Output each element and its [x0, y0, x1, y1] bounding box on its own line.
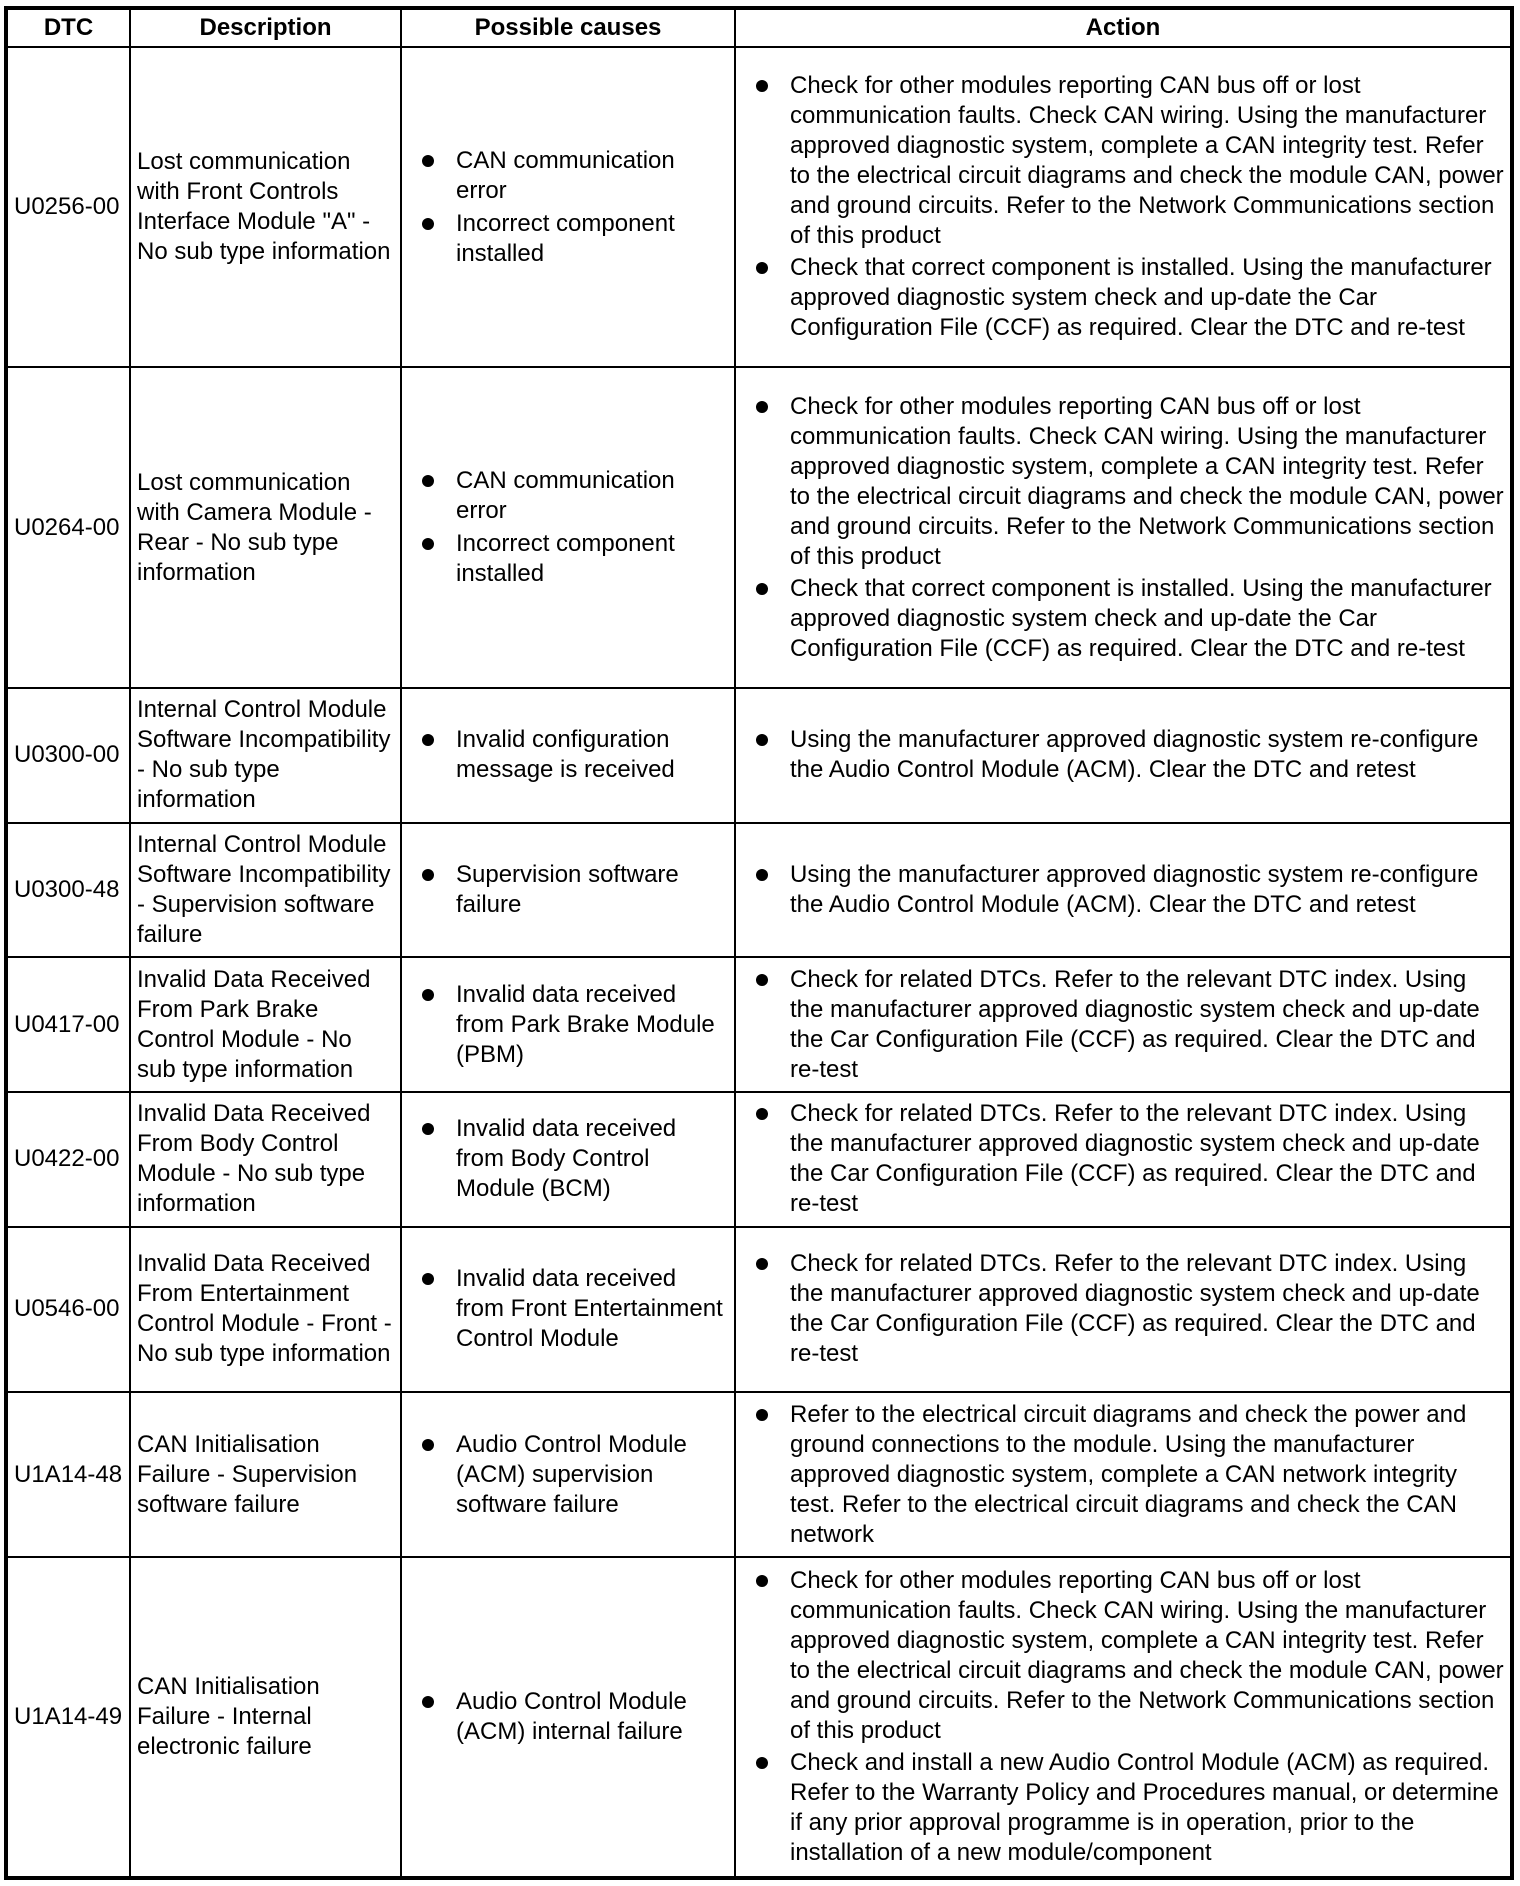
header-possible-causes: Possible causes [401, 8, 735, 47]
dtc-code: U0546-00 [6, 1227, 130, 1392]
dtc-code: U0417-00 [6, 957, 130, 1092]
bullet-icon [756, 1258, 768, 1270]
action-text: Check and install a new Audio Control Module (ACM) as required. Refer to the Warranty Policy and Procedures manual, or determine if any prior approval programme is in operation, prior to the installation of a new module/component [790, 1749, 1499, 1867]
dtc-code: U0300-00 [6, 688, 130, 823]
bullet-icon [422, 989, 434, 1001]
cause-text: CAN communication error [456, 146, 675, 204]
table-row [6, 1392, 1512, 1557]
bullet-icon [422, 869, 434, 881]
possible-causes-cell [401, 823, 735, 958]
cause-text: Invalid configuration message is received [456, 726, 675, 784]
dtc-description: Internal Control Module Software Incompatibility - Supervision software failure [130, 823, 401, 958]
dtc-code: U1A14-48 [6, 1392, 130, 1557]
possible-causes-cell [401, 1092, 735, 1227]
cause-text: Audio Control Module (ACM) supervision software failure [456, 1430, 687, 1518]
dtc-description: Invalid Data Received From Body Control Module - No sub type information [130, 1092, 401, 1227]
dtc-description: Lost communication with Front Controls Interface Module "A" - No sub type information [130, 47, 401, 367]
cause-item [408, 1114, 728, 1204]
action-cell [735, 1092, 1512, 1227]
action-text: Check that correct component is installed. Using the manufacturer approved diagnostic system check and up-date the Car Configuration File (CCF) as required. Clear the DTC and re-test [790, 254, 1492, 342]
actions-list [742, 725, 1504, 785]
action-item [742, 1099, 1504, 1219]
possible-causes-cell [401, 957, 735, 1092]
bullet-icon [422, 538, 434, 550]
actions-list [742, 392, 1504, 664]
action-cell [735, 957, 1512, 1092]
dtc-description: Internal Control Module Software Incompatibility - No sub type information [130, 688, 401, 823]
cause-item [408, 466, 728, 526]
cause-item [408, 209, 728, 269]
action-text: Using the manufacturer approved diagnostic system re-configure the Audio Control Module (ACM). Clear the DTC and retest [790, 726, 1479, 784]
actions-list [742, 860, 1504, 920]
action-cell [735, 47, 1512, 367]
actions-list [742, 1566, 1504, 1868]
bullet-icon [422, 1273, 434, 1285]
action-text: Refer to the electrical circuit diagrams and check the power and ground connections to the module. Using the manufacturer approved diagnostic system, complete a CAN network integrity test. Refer to the electrical circuit diagrams and check the CAN network [790, 1400, 1467, 1548]
action-cell [735, 1227, 1512, 1392]
bullet-icon [756, 974, 768, 986]
bullet-icon [756, 80, 768, 92]
cause-item [408, 146, 728, 206]
dtc-description: Lost communication with Camera Module - Rear - No sub type information [130, 367, 401, 687]
table-row [6, 1092, 1512, 1227]
cause-item [408, 529, 728, 589]
bullet-icon [422, 155, 434, 167]
action-item [742, 965, 1504, 1085]
cause-text: Audio Control Module (ACM) internal failure [456, 1688, 687, 1746]
action-text: Check for other modules reporting CAN bus off or lost communication faults. Check CAN wiring. Using the manufacturer approved diagnostic system, complete a CAN integrity test. Refer to the electrical circuit diagrams and check the module CAN, power and ground circuits. Refer to the Network Communications section of this product [790, 72, 1504, 250]
possible-causes-cell [401, 367, 735, 687]
bullet-icon [756, 401, 768, 413]
cause-item [408, 1264, 728, 1354]
table-row [6, 1557, 1512, 1878]
cause-text: Supervision software failure [456, 861, 679, 919]
cause-text: Invalid data received from Body Control Module (BCM) [456, 1115, 677, 1203]
dtc-code: U0422-00 [6, 1092, 130, 1227]
dtc-description: CAN Initialisation Failure - Internal electronic failure [130, 1557, 401, 1878]
header-action: Action [735, 8, 1512, 47]
dtc-code: U0264-00 [6, 367, 130, 687]
action-text: Using the manufacturer approved diagnostic system re-configure the Audio Control Module (ACM). Clear the DTC and retest [790, 861, 1479, 919]
action-item [742, 725, 1504, 785]
dtc-description: CAN Initialisation Failure - Supervision software failure [130, 1392, 401, 1557]
possible-causes-cell [401, 1392, 735, 1557]
causes-list [408, 1430, 728, 1520]
action-item [742, 860, 1504, 920]
dtc-description: Invalid Data Received From Park Brake Control Module - No sub type information [130, 957, 401, 1092]
causes-list [408, 1687, 728, 1747]
cause-text: Invalid data received from Front Entertainment Control Module [456, 1265, 723, 1353]
action-cell [735, 367, 1512, 687]
cause-item [408, 860, 728, 920]
cause-item [408, 980, 728, 1070]
bullet-icon [422, 734, 434, 746]
action-text: Check for other modules reporting CAN bus off or lost communication faults. Check CAN wiring. Using the manufacturer approved diagnostic system, complete a CAN integrity test. Refer to the electrical circuit diagrams and check the module CAN, power and ground circuits. Refer to the Network Communications section of this product [790, 392, 1504, 570]
table-row [6, 823, 1512, 958]
dtc-page [4, 6, 1510, 1880]
table-row [6, 1227, 1512, 1392]
bullet-icon [756, 1108, 768, 1120]
action-item [742, 392, 1504, 572]
causes-list [408, 146, 728, 269]
header-description: Description [130, 8, 401, 47]
cause-item [408, 1687, 728, 1747]
bullet-icon [756, 869, 768, 881]
action-item [742, 1566, 1504, 1746]
bullet-icon [756, 262, 768, 274]
dtc-table [4, 6, 1514, 1880]
action-cell [735, 823, 1512, 958]
action-item [742, 1748, 1504, 1868]
bullet-icon [422, 475, 434, 487]
bullet-icon [422, 218, 434, 230]
bullet-icon [422, 1123, 434, 1135]
bullet-icon [756, 734, 768, 746]
possible-causes-cell [401, 688, 735, 823]
bullet-icon [422, 1696, 434, 1708]
action-item [742, 71, 1504, 251]
action-text: Check for related DTCs. Refer to the relevant DTC index. Using the manufacturer approved diagnostic system check and up-date the Car Configuration File (CCF) as required. Clear the DTC and re-test [790, 1100, 1480, 1218]
action-text: Check for other modules reporting CAN bus off or lost communication faults. Check CAN wiring. Using the manufacturer approved diagnostic system, complete a CAN integrity test. Refer to the electrical circuit diagrams and check the module CAN, power and ground circuits. Refer to the Network Communications section of this product [790, 1567, 1504, 1745]
table-row [6, 47, 1512, 367]
table-row [6, 957, 1512, 1092]
cause-text: CAN communication error [456, 467, 675, 525]
action-cell [735, 1392, 1512, 1557]
header-dtc: DTC [6, 8, 130, 47]
cause-text: Incorrect component installed [456, 209, 675, 267]
bullet-icon [422, 1439, 434, 1451]
dtc-code: U0300-48 [6, 823, 130, 958]
causes-list [408, 725, 728, 785]
cause-text: Invalid data received from Park Brake Module (PBM) [456, 980, 715, 1068]
table-body [6, 47, 1512, 1878]
action-item [742, 1249, 1504, 1369]
action-text: Check for related DTCs. Refer to the relevant DTC index. Using the manufacturer approved diagnostic system check and up-date the Car Configuration File (CCF) as required. Clear the DTC and re-test [790, 1250, 1480, 1368]
actions-list [742, 71, 1504, 343]
action-cell [735, 688, 1512, 823]
table-row [6, 688, 1512, 823]
possible-causes-cell [401, 47, 735, 367]
dtc-code: U0256-00 [6, 47, 130, 367]
causes-list [408, 860, 728, 920]
actions-list [742, 1249, 1504, 1369]
dtc-code: U1A14-49 [6, 1557, 130, 1878]
cause-item [408, 1430, 728, 1520]
dtc-description: Invalid Data Received From Entertainment Control Module - Front - No sub type information [130, 1227, 401, 1392]
causes-list [408, 1264, 728, 1354]
bullet-icon [756, 1409, 768, 1421]
cause-text: Incorrect component installed [456, 530, 675, 588]
action-cell [735, 1557, 1512, 1878]
bullet-icon [756, 1757, 768, 1769]
action-text: Check for related DTCs. Refer to the relevant DTC index. Using the manufacturer approved diagnostic system check and up-date the Car Configuration File (CCF) as required. Clear the DTC and re-test [790, 965, 1480, 1083]
action-item [742, 1400, 1504, 1550]
possible-causes-cell [401, 1227, 735, 1392]
bullet-icon [756, 583, 768, 595]
header-row [6, 8, 1512, 47]
action-item [742, 574, 1504, 664]
actions-list [742, 965, 1504, 1085]
bullet-icon [756, 1575, 768, 1587]
possible-causes-cell [401, 1557, 735, 1878]
actions-list [742, 1099, 1504, 1219]
causes-list [408, 466, 728, 589]
causes-list [408, 980, 728, 1070]
causes-list [408, 1114, 728, 1204]
action-text: Check that correct component is installed. Using the manufacturer approved diagnostic system check and up-date the Car Configuration File (CCF) as required. Clear the DTC and re-test [790, 574, 1492, 662]
actions-list [742, 1400, 1504, 1550]
table-row [6, 367, 1512, 687]
action-item [742, 253, 1504, 343]
cause-item [408, 725, 728, 785]
